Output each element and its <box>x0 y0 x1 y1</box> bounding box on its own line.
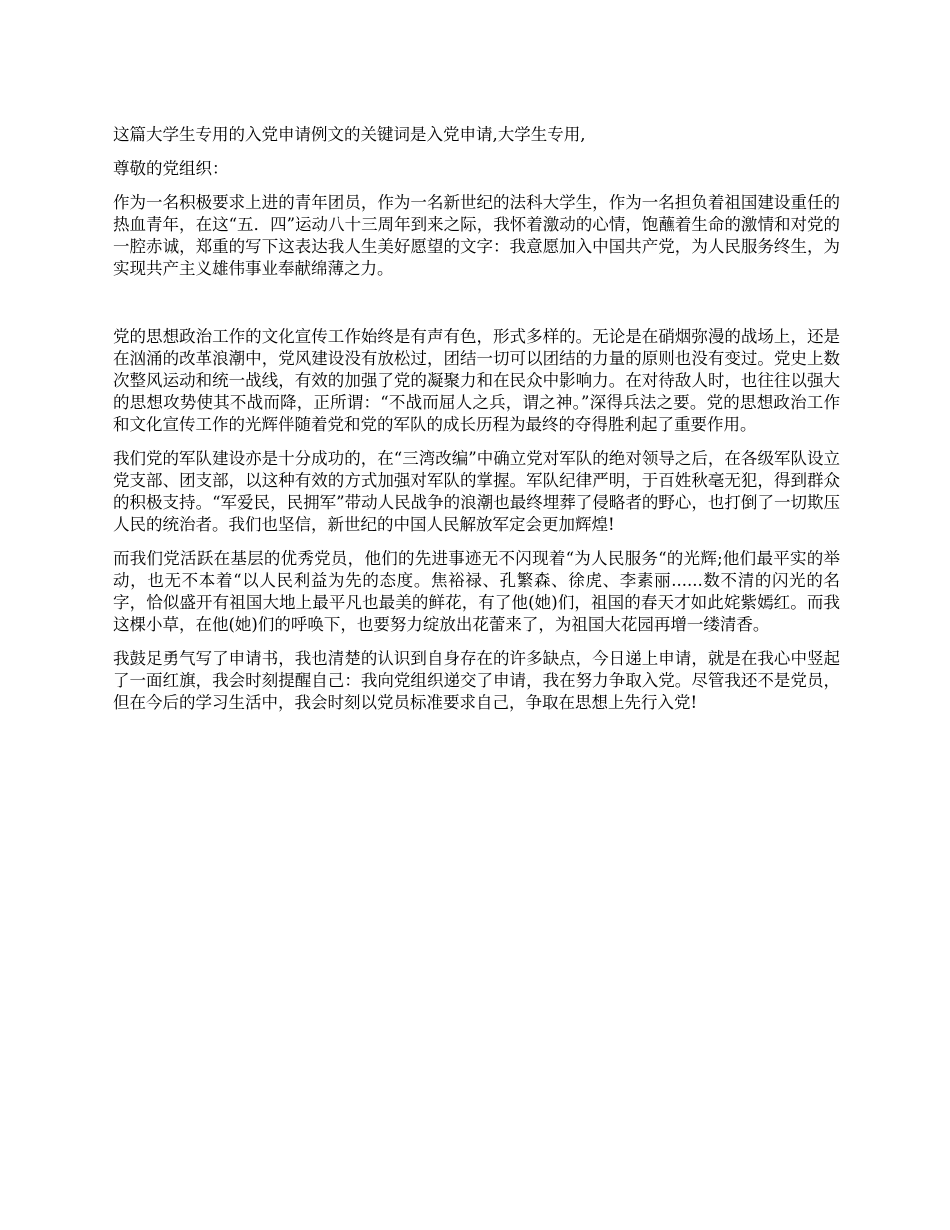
paragraph-2: 党的思想政治工作的文化宣传工作始终是有声有色，形式多样的。无论是在硝烟弥漫的战场上，还是在汹涌的改革浪潮中，党风建设没有放松过，团结一切可以团结的力量的原则也没有变过。党史上数次整风运动和统一战线，有效的加强了党的凝聚力和在民众中影响力。在对待敌人时，也往往以强大的思想攻势使其不战而降，正所谓：“不战而屈人之兵，谓之神。”深得兵法之要。党的思想政治工作和文化宣传工作的光辉伴随着党和党的军队的成长历程为最终的夺得胜利起了重要作用。 <box>113 327 840 434</box>
paragraph-3: 我们党的军队建设亦是十分成功的，在“三湾改编”中确立党对军队的绝对领导之后，在各级军队设立党支部、团支部，以这种有效的方式加强对军队的掌握。军队纪律严明，于百姓秋毫无犯，得到群众的积极支持。“军爱民，民拥军”带动人民战争的浪潮也最终埋葬了侵略者的野心，也打倒了一切欺压人民的统治者。我们也坚信，新世纪的中国人民解放军定会更加辉煌! <box>113 449 840 534</box>
intro-line: 这篇大学生专用的入党申请例文的关键词是入党申请,大学生专用, <box>113 125 586 144</box>
paragraph-4: 而我们党活跃在基层的优秀党员，他们的先进事迹无不闪现着“为人民服务“的光辉;他们最平实的举动，也无不本着“以人民利益为先的态度。焦裕禄、孔繁森、徐虎、李素丽......数不清的闪光的名字，恰似盛开有祖国大地上最平凡也最美的鲜花，有了他(她)们，祖国的春天才如此姹紫嫣红。而我这棵小草，在他(她)们的呼唤下，也要努力绽放出花蕾来了，为祖国大花园再增一缕清香。 <box>113 549 840 634</box>
paragraph-spacer <box>113 292 840 326</box>
paragraph-1: 作为一名积极要求上进的青年团员，作为一名新世纪的法科大学生，作为一名担负着祖国建设重任的热血青年，在这“五．四”运动八十三周年到来之际，我怀着激动的心情，饱蘸着生命的激情和对党的一腔赤诚，郑重的写下这表达我人生美好愿望的文字：我意愿加入中国共产党，为人民服务终生，为实现共产主义雄伟事业奉献绵薄之力。 <box>113 193 840 278</box>
document-page <box>113 124 840 726</box>
paragraph-5: 我鼓足勇气写了申请书，我也清楚的认识到自身存在的许多缺点，今日递上申请，就是在我心中竖起了一面红旗，我会时刻提醒自己：我向党组织递交了申请，我在努力争取入党。尽管我还不是党员，但在今后的学习生活中，我会时刻以党员标准要求自己，争取在思想上先行入党! <box>113 649 840 712</box>
salutation: 尊敬的党组织： <box>113 159 229 178</box>
